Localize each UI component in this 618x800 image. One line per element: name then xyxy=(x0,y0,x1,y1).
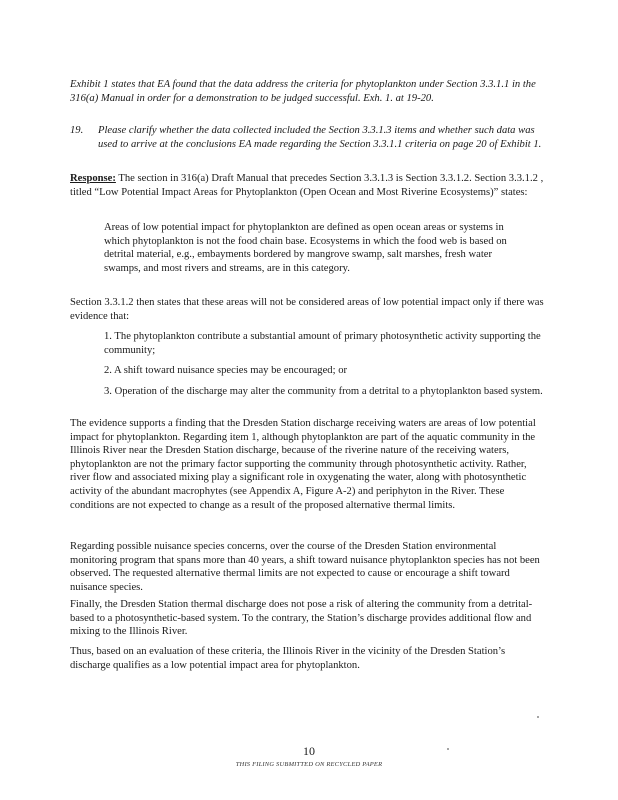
scan-speck xyxy=(537,716,539,718)
recycled-paper-note: THIS FILING SUBMITTED ON RECYCLED PAPER xyxy=(235,761,383,768)
question-19 xyxy=(70,124,544,151)
block-quote: Areas of low potential impact for phytoplankton are defined as open ocean areas or systems in which phytoplankton is not the food chain base. Ecosystems in which the food web is based on detrital material, e.g., embayments bordered by mangrove swamp, salt marshes, fresh water swamps, and most rivers and streams, are in this category. xyxy=(104,222,507,274)
page-number: 10 xyxy=(303,744,315,758)
response-text: The section in 316(a) Draft Manual that precedes Section 3.3.1.3 is Section 3.3.1.2. Section 3.3.1.2 , titled “Low Potential Impact Areas for Phytoplankton (Open Ocean and Most Riverine Ecosystems)” states: xyxy=(70,173,544,198)
list-item-number: 3. xyxy=(104,385,112,397)
evidence-paragraph: The evidence supports a finding that the Dresden Station discharge receiving waters are areas of low potential impact for phytoplankton. Regarding item 1, although phytoplankton are part of the aquatic community in the Illinois River near the Dresden Station discharge, because of the riverine nature of the receiving waters, phytoplankton are not the primary factor supporting the community through photosynthetic activity. Rather, river flow and associated mixing play a significant role in oxygenating the water, along with photosynthetic activity of the abundant macrophytes (see Appendix A, Figure A-2) and periphyton in the River. These conditions are not expected to change as a result of the proposed alternative thermal limits. xyxy=(70,418,536,511)
nuisance-paragraph: Regarding possible nuisance species concerns, over the course of the Dresden Station environmental monitoring program that spans more than 40 years, a shift toward nuisance phytoplankton species has not been observed. The requested alternative thermal limits are not expected to cause or encourage a shift toward nuisance species. xyxy=(70,541,540,593)
list-item xyxy=(104,385,544,399)
finally-paragraph: Finally, the Dresden Station thermal discharge does not pose a risk of altering the community from a detrital-based to a photosynthetic-based system. To the contrary, the Station’s discharge provides additional flow and mixing to the Illinois River. xyxy=(70,599,533,638)
list-item-text: Operation of the discharge may alter the community from a detrital to a phytoplankton based system. xyxy=(114,385,543,397)
list-item-number: 2. xyxy=(104,365,112,377)
response-label: Response: xyxy=(70,173,116,184)
list-item-number: 1. xyxy=(104,331,112,342)
criteria-list xyxy=(104,330,544,405)
list-item-text: A shift toward nuisance species may be encouraged; or xyxy=(114,365,348,377)
conclusion-paragraph: Thus, based on an evaluation of these criteria, the Illinois River in the vicinity of the Dresden Station’s discharge qualifies as a low potential impact area for phytoplankton. xyxy=(70,646,506,671)
list-item-text: The phytoplankton contribute a substantial amount of primary photosynthetic activity supporting the community; xyxy=(104,331,541,356)
list-item xyxy=(104,330,544,357)
question-number: 19. xyxy=(70,125,84,136)
response-paragraph xyxy=(70,172,544,199)
criteria-intro-paragraph: Section 3.3.1.2 then states that these areas will not be considered areas of low potential impact only if there was evidence that: xyxy=(70,297,544,322)
question-text: Please clarify whether the data collected included the Section 3.3.1.3 items and whether such data was used to arrive at the conclusions EA made regarding the Section 3.3.1.1 criteria on page 20 of Exhibit 1. xyxy=(98,125,542,150)
list-item xyxy=(104,364,544,378)
intro-paragraph: Exhibit 1 states that EA found that the data address the criteria for phytoplankton under Section 3.3.1.1 in the 316(a) Manual in order for a demonstration to be judged successful. Exh. 1. at 19-20. xyxy=(70,79,536,104)
